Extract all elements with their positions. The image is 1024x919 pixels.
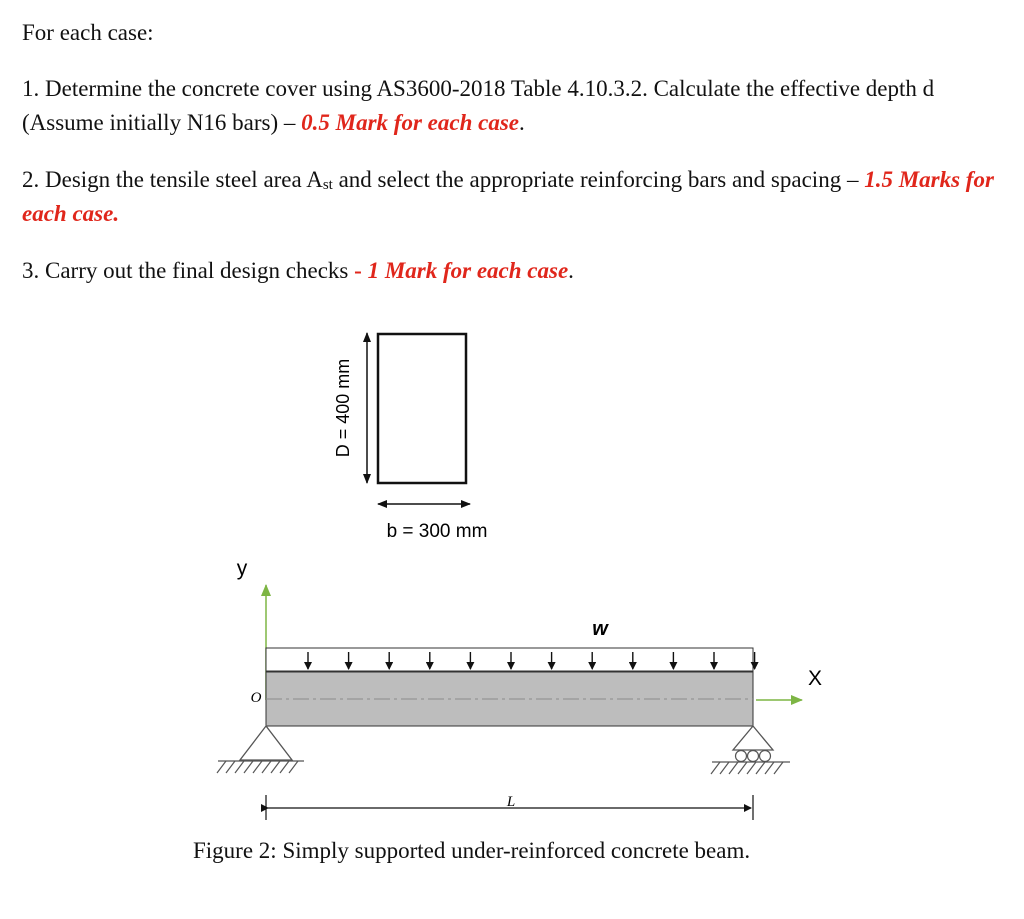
subscript-st: st: [322, 177, 333, 193]
question-item-2: 2. Design the tensile steel area $A_{st}$ and select the appropriate reinforcing bars and spacing – 1.5 Marks for each case.: [22, 167, 994, 226]
mark-allocation-3: 1 Mark for each case: [367, 258, 569, 283]
question-item-1: 1. Determine the concrete cover using AS3600-2018 Table 4.10.3.2. Calculate the effective depth d (Assume initially N16 bars) – 0.5 Mark for each case.: [22, 76, 935, 135]
origin-label: O: [250, 690, 262, 706]
distributed-load-block: [266, 648, 753, 671]
figure-caption: Figure 2: Simply supported under-reinforced concrete beam.: [193, 838, 751, 863]
y-axis-label: y: [236, 557, 248, 580]
beam-cross-section: [378, 334, 466, 483]
span-label: L: [506, 794, 516, 810]
section-width-label: b = 300 mm: [386, 521, 488, 542]
mark-allocation-1: 0.5 Mark for each case: [301, 110, 519, 135]
question-item-3: 3. Carry out the final design checks - 1 Mark for each case.: [22, 258, 574, 283]
load-label: w: [592, 618, 608, 640]
mark-allocation-2: 1.5 Marks for each case.: [22, 167, 994, 226]
pin-support: [217, 726, 304, 773]
roller-support: [711, 726, 790, 774]
x-axis-label: X: [807, 667, 823, 690]
section-depth-label: D = 400 mm: [333, 358, 353, 458]
intro-text: For each case:: [22, 20, 154, 45]
